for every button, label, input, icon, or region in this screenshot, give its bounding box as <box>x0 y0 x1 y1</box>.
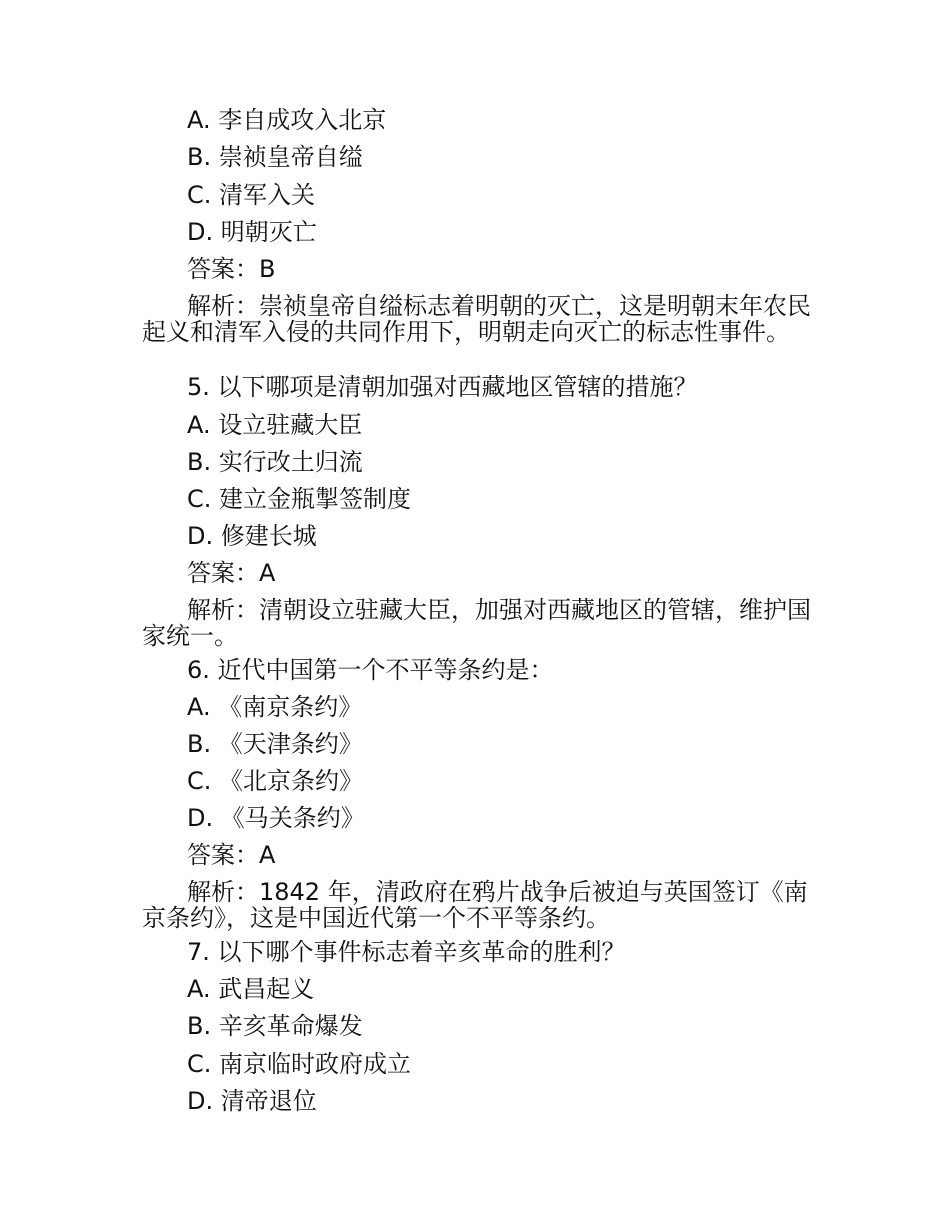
q6-option-a: A. 《南京条约》 <box>187 693 363 721</box>
q7-option-c: C. 南京临时政府成立 <box>187 1050 412 1078</box>
q7-option-b: B. 辛亥革命爆发 <box>187 1012 363 1040</box>
q6-option-d: D. 《马关条约》 <box>187 804 365 832</box>
q5-analysis: 解析：清朝设立驻藏大臣，加强对西藏地区的管辖，维护国家统一。 <box>142 596 811 650</box>
prev-option-b: B. 崇祯皇帝自缢 <box>187 143 363 171</box>
prev-analysis: 解析：崇祯皇帝自缢标志着明朝的灭亡，这是明朝末年农民起义和清军入侵的共同作用下，明朝走向灭亡的标志性事件。 <box>142 292 811 346</box>
q7-option-d: D. 清帝退位 <box>187 1087 317 1115</box>
q6-question: 6. 近代中国第一个不平等条约是： <box>187 656 554 684</box>
q7-option-a: A. 武昌起义 <box>187 975 315 1003</box>
q6-option-b: B. 《天津条约》 <box>187 730 363 758</box>
prev-option-c: C. 清军入关 <box>187 181 316 209</box>
q5-question: 5. 以下哪项是清朝加强对西藏地区管辖的措施？ <box>187 373 698 401</box>
q5-option-d: D. 修建长城 <box>187 522 317 550</box>
prev-option-a: A. 李自成攻入北京 <box>187 106 387 134</box>
q6-analysis: 解析：1842 年，清政府在鸦片战争后被迫与英国签订《南京条约》，这是中国近代第一个不平等条约。 <box>142 878 808 932</box>
q5-option-c: C. 建立金瓶掣签制度 <box>187 485 412 513</box>
q6-option-c: C. 《北京条约》 <box>187 767 364 795</box>
q7-question: 7. 以下哪个事件标志着辛亥革命的胜利？ <box>187 938 626 966</box>
prev-option-d: D. 明朝灭亡 <box>187 218 317 246</box>
q5-option-b: B. 实行改土归流 <box>187 448 363 476</box>
q5-option-a: A. 设立驻藏大臣 <box>187 411 363 439</box>
prev-answer: 答案：B <box>187 255 276 283</box>
q6-answer: 答案：A <box>187 841 276 869</box>
q5-answer: 答案：A <box>187 559 276 587</box>
